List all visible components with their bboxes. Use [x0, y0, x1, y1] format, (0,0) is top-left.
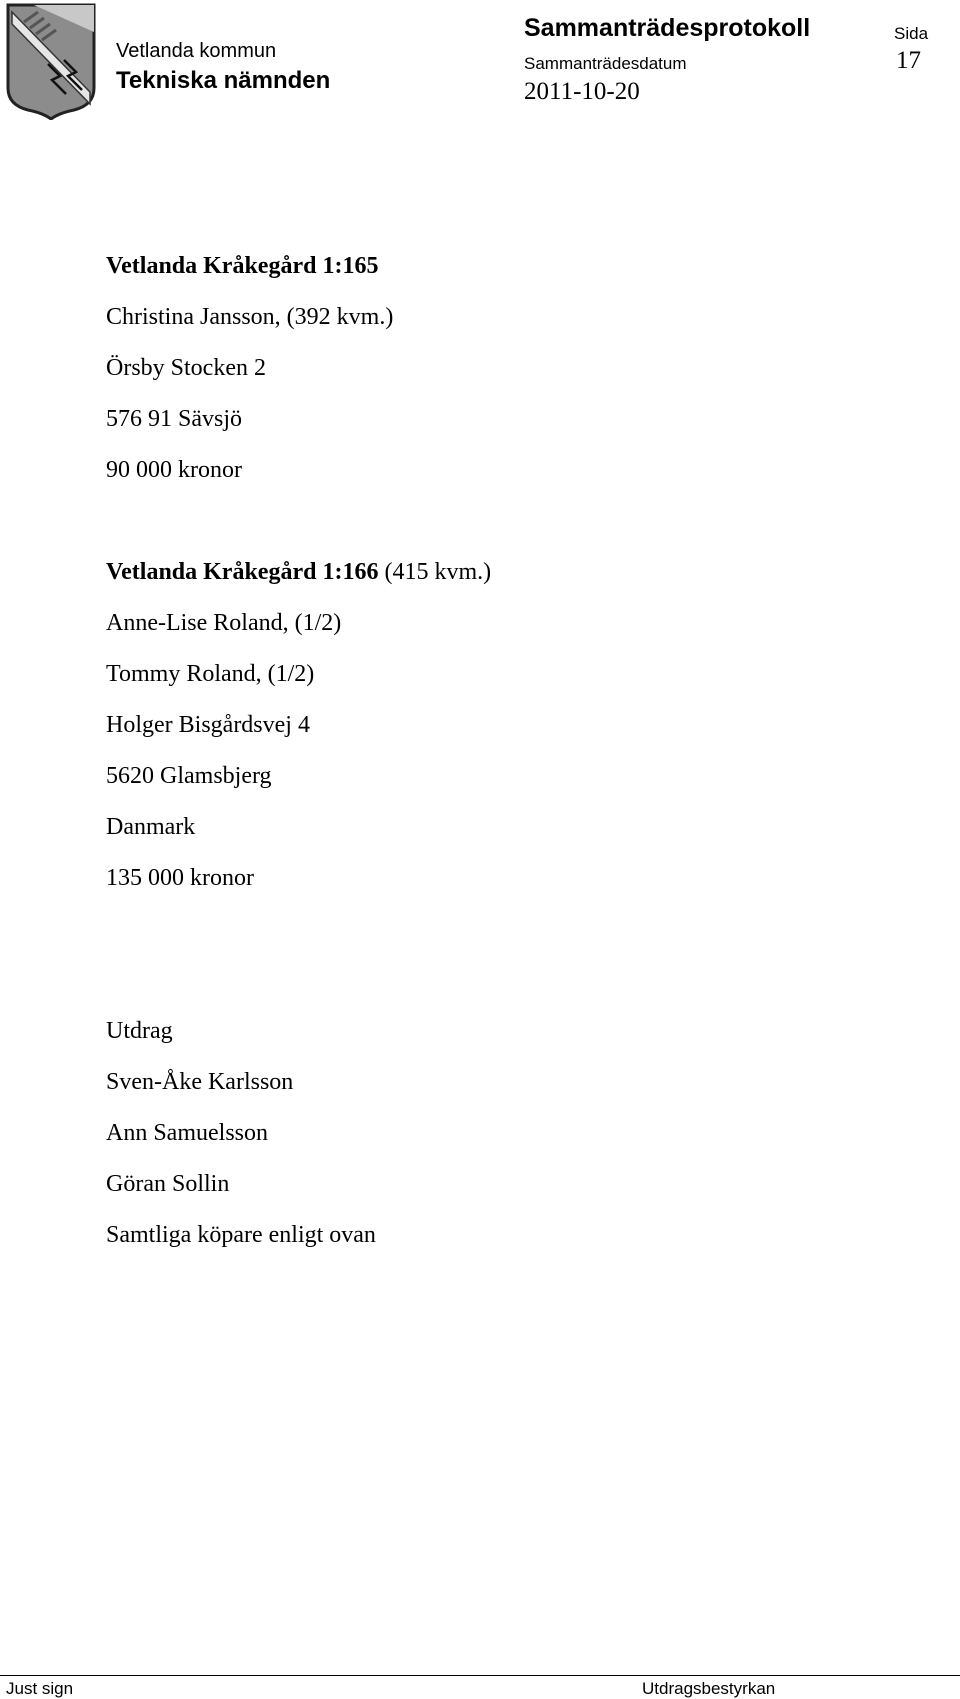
- distribution-line: Göran Sollin: [106, 1171, 230, 1197]
- property-line: Holger Bisgårdsvej 4: [106, 712, 310, 738]
- page-label: Sida: [894, 24, 929, 43]
- footer-signature-label: Just sign: [6, 1679, 74, 1698]
- property-title: Vetlanda Kråkegård 1:166: [106, 559, 379, 585]
- property-line: 576 91 Sävsjö: [106, 406, 243, 432]
- organization-name: Vetlanda kommun: [116, 40, 277, 62]
- property-area: (415 kvm.): [384, 559, 492, 585]
- property-price: 90 000 kronor: [106, 457, 242, 483]
- property-line: Christina Jansson, (392 kvm.): [106, 304, 394, 330]
- property-price: 135 000 kronor: [106, 865, 254, 891]
- distribution-heading: Utdrag: [106, 1018, 173, 1044]
- property-title: Vetlanda Kråkegård 1:165: [106, 253, 379, 279]
- coat-of-arms-icon: [4, 2, 98, 120]
- property-line: Örsby Stocken 2: [106, 355, 266, 381]
- page-number: 17: [896, 47, 921, 74]
- document-type: Sammanträdesprotokoll: [524, 14, 811, 42]
- distribution-line: Samtliga köpare enligt ovan: [106, 1222, 376, 1248]
- department-name: Tekniska nämnden: [116, 67, 331, 94]
- date-label: Sammanträdesdatum: [524, 54, 687, 73]
- distribution-line: Sven-Åke Karlsson: [106, 1069, 294, 1095]
- property-line: 5620 Glamsbjerg: [106, 763, 272, 789]
- property-heading: [106, 559, 491, 586]
- property-line: Anne-Lise Roland, (1/2): [106, 610, 342, 636]
- distribution-line: Ann Samuelsson: [106, 1120, 268, 1146]
- property-line: Danmark: [106, 814, 196, 840]
- footer-certification-label: Utdragsbestyrkan: [642, 1679, 776, 1698]
- property-line: Tommy Roland, (1/2): [106, 661, 315, 687]
- date-value: 2011-10-20: [524, 78, 640, 105]
- footer-divider: [0, 1675, 960, 1676]
